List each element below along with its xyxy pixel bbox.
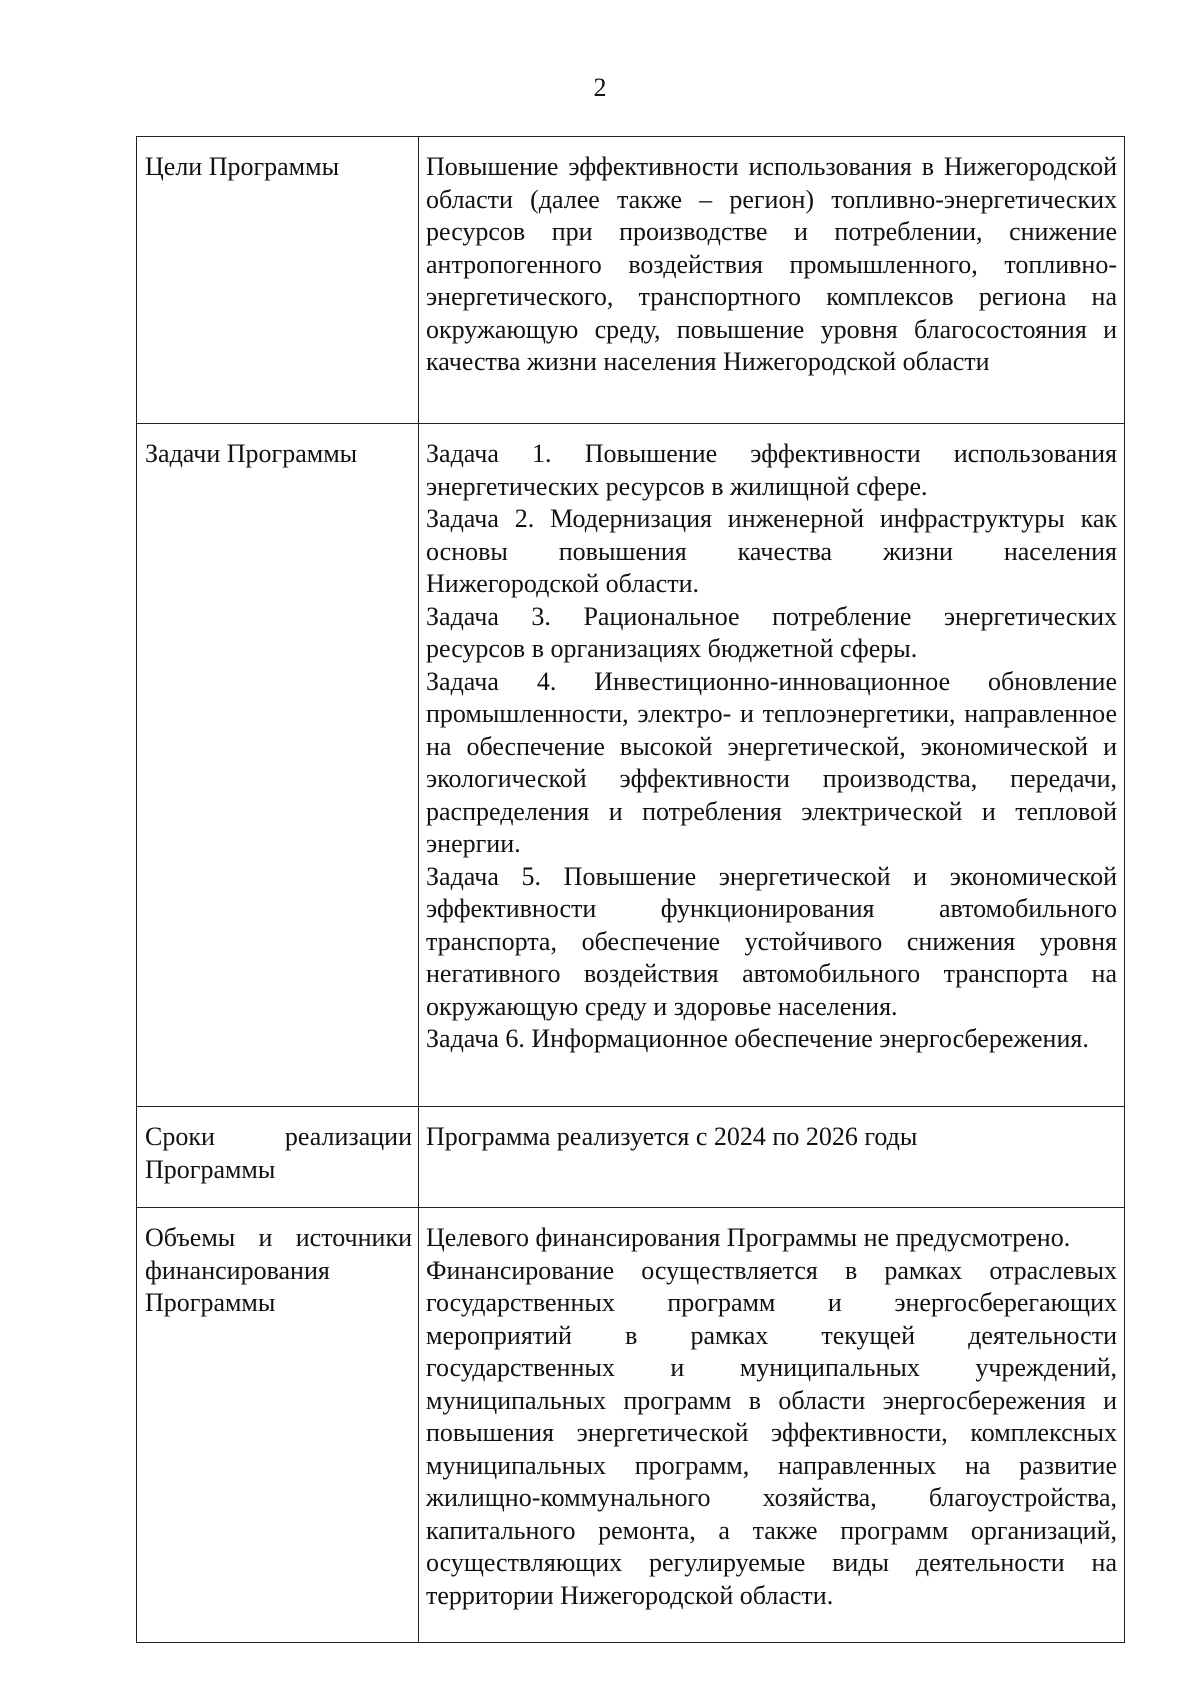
goals-label: Цели Программы <box>137 137 419 424</box>
task-item-3: Задача 3. Рациональное потребление энергетических ресурсов в организациях бюджетной сферы. <box>426 601 1117 663</box>
terms-text: Программа реализуется с 2024 по 2026 годы <box>419 1107 1125 1208</box>
task-item-4: Задача 4. Инвестиционно-инновационное обновление промышленности, электро- и теплоэнергетики, направленное на обеспечение высокой энергетической, экономической и экологической эффективности производства, передачи, распределения и потребления электрической и тепловой энергии. <box>426 666 1117 858</box>
table-row-goals <box>137 137 1125 424</box>
funding-text <box>419 1208 1125 1643</box>
funding-item-2: Финансирование осуществляется в рамках отраслевых государственных программ и энергосберегающих мероприятий в рамках текущей деятельности государственных и муниципальных учреждений, муниципальных программ в области энергосбережения и повышения энергетической эффективности, комплексных муниципальных программ, направленных на развитие жилищно-коммунального хозяйства, благоустройства, капитального ремонта, а также программ организаций, осуществляющих регулируемые виды деятельности на территории Нижегородской области. <box>426 1255 1117 1610</box>
page-number: 2 <box>593 73 607 102</box>
task-item-2: Задача 2. Модернизация инженерной инфраструктуры как основы повышения качества жизни населения Нижегородской области. <box>426 504 1117 598</box>
task-item-5: Задача 5. Повышение энергетической и экономической эффективности функционирования автомобильного транспорта, обеспечение устойчивого снижения уровня негативного воздействия автомобильного транспорта на окружающую среду и здоровье населения. <box>426 861 1117 1021</box>
tasks-list <box>419 424 1125 1107</box>
terms-label: Сроки реализации Программы <box>137 1107 419 1208</box>
table-row-funding <box>137 1208 1125 1643</box>
goals-text: Повышение эффективности использования в Нижегородской области (далее также – регион) топливно-энергетических ресурсов при производстве и потреблении, снижение антропогенного воздействия промышленного, топливно-энергетического, транспортного комплексов региона на окружающую среду, повышение уровня благосостояния и качества жизни населения Нижегородской области <box>419 137 1125 424</box>
program-passport-table <box>136 136 1125 1643</box>
task-item-1: Задача 1. Повышение эффективности использования энергетических ресурсов в жилищной сфере. <box>426 439 1117 501</box>
tasks-label: Задачи Программы <box>137 424 419 1107</box>
funding-label: Объемы и источники финансирования Программы <box>137 1208 419 1643</box>
funding-item-1: Целевого финансирования Программы не предусмотрено. <box>426 1223 1071 1252</box>
table-row-tasks <box>137 424 1125 1107</box>
task-item-6: Задача 6. Информационное обеспечение энергосбережения. <box>426 1024 1089 1053</box>
table-row-terms <box>137 1107 1125 1208</box>
